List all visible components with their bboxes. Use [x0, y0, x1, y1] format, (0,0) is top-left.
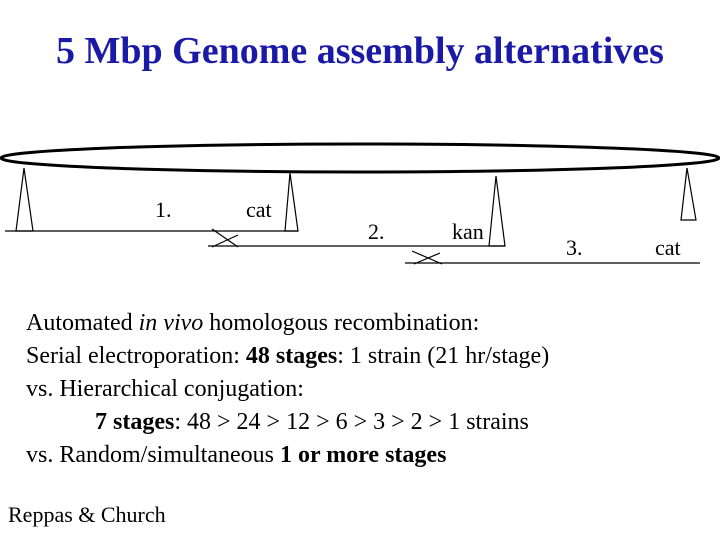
text-line-stages: 7 stages: 48 > 24 > 12 > 6 > 3 > 2 > 1 strains — [95, 409, 529, 435]
crossover-mark — [489, 176, 505, 246]
text-line-automated: Automated in vivo homologous recombination: — [26, 310, 480, 336]
segment-2-marker: kan — [452, 219, 484, 244]
segment-3-marker: cat — [655, 235, 681, 260]
random-stages-bold: 1 or more stages — [280, 442, 447, 468]
segment-3 — [405, 168, 700, 264]
crossover-mark — [16, 168, 33, 231]
genome-assembly-diagram — [0, 135, 720, 275]
circular-genome — [1, 144, 719, 172]
segment-2-number: 2. — [368, 219, 385, 244]
hierarchical-stages-bold: 7 stages — [95, 409, 175, 435]
crossover-mark — [681, 168, 696, 220]
credit: Reppas & Church — [8, 502, 166, 527]
segment-1 — [5, 168, 298, 231]
text-line-serial: Serial electroporation: 48 stages: 1 strain (21 hr/stage) — [26, 343, 550, 369]
text-line-hierarchical: vs. Hierarchical conjugation: — [26, 376, 304, 402]
crossover-mark — [212, 229, 238, 247]
crossover-mark — [285, 173, 298, 231]
segment-1-number: 1. — [155, 197, 172, 222]
in-vivo-italic: in vivo — [138, 310, 204, 336]
text-line-random: vs. Random/simultaneous 1 or more stages — [26, 442, 447, 468]
segment-3-number: 3. — [566, 235, 583, 260]
slide-title: 5 Mbp Genome assembly alternatives — [56, 30, 664, 72]
serial-stages-bold: 48 stages — [245, 343, 338, 369]
crossover-mark — [412, 251, 442, 264]
segment-1-marker: cat — [246, 197, 272, 222]
